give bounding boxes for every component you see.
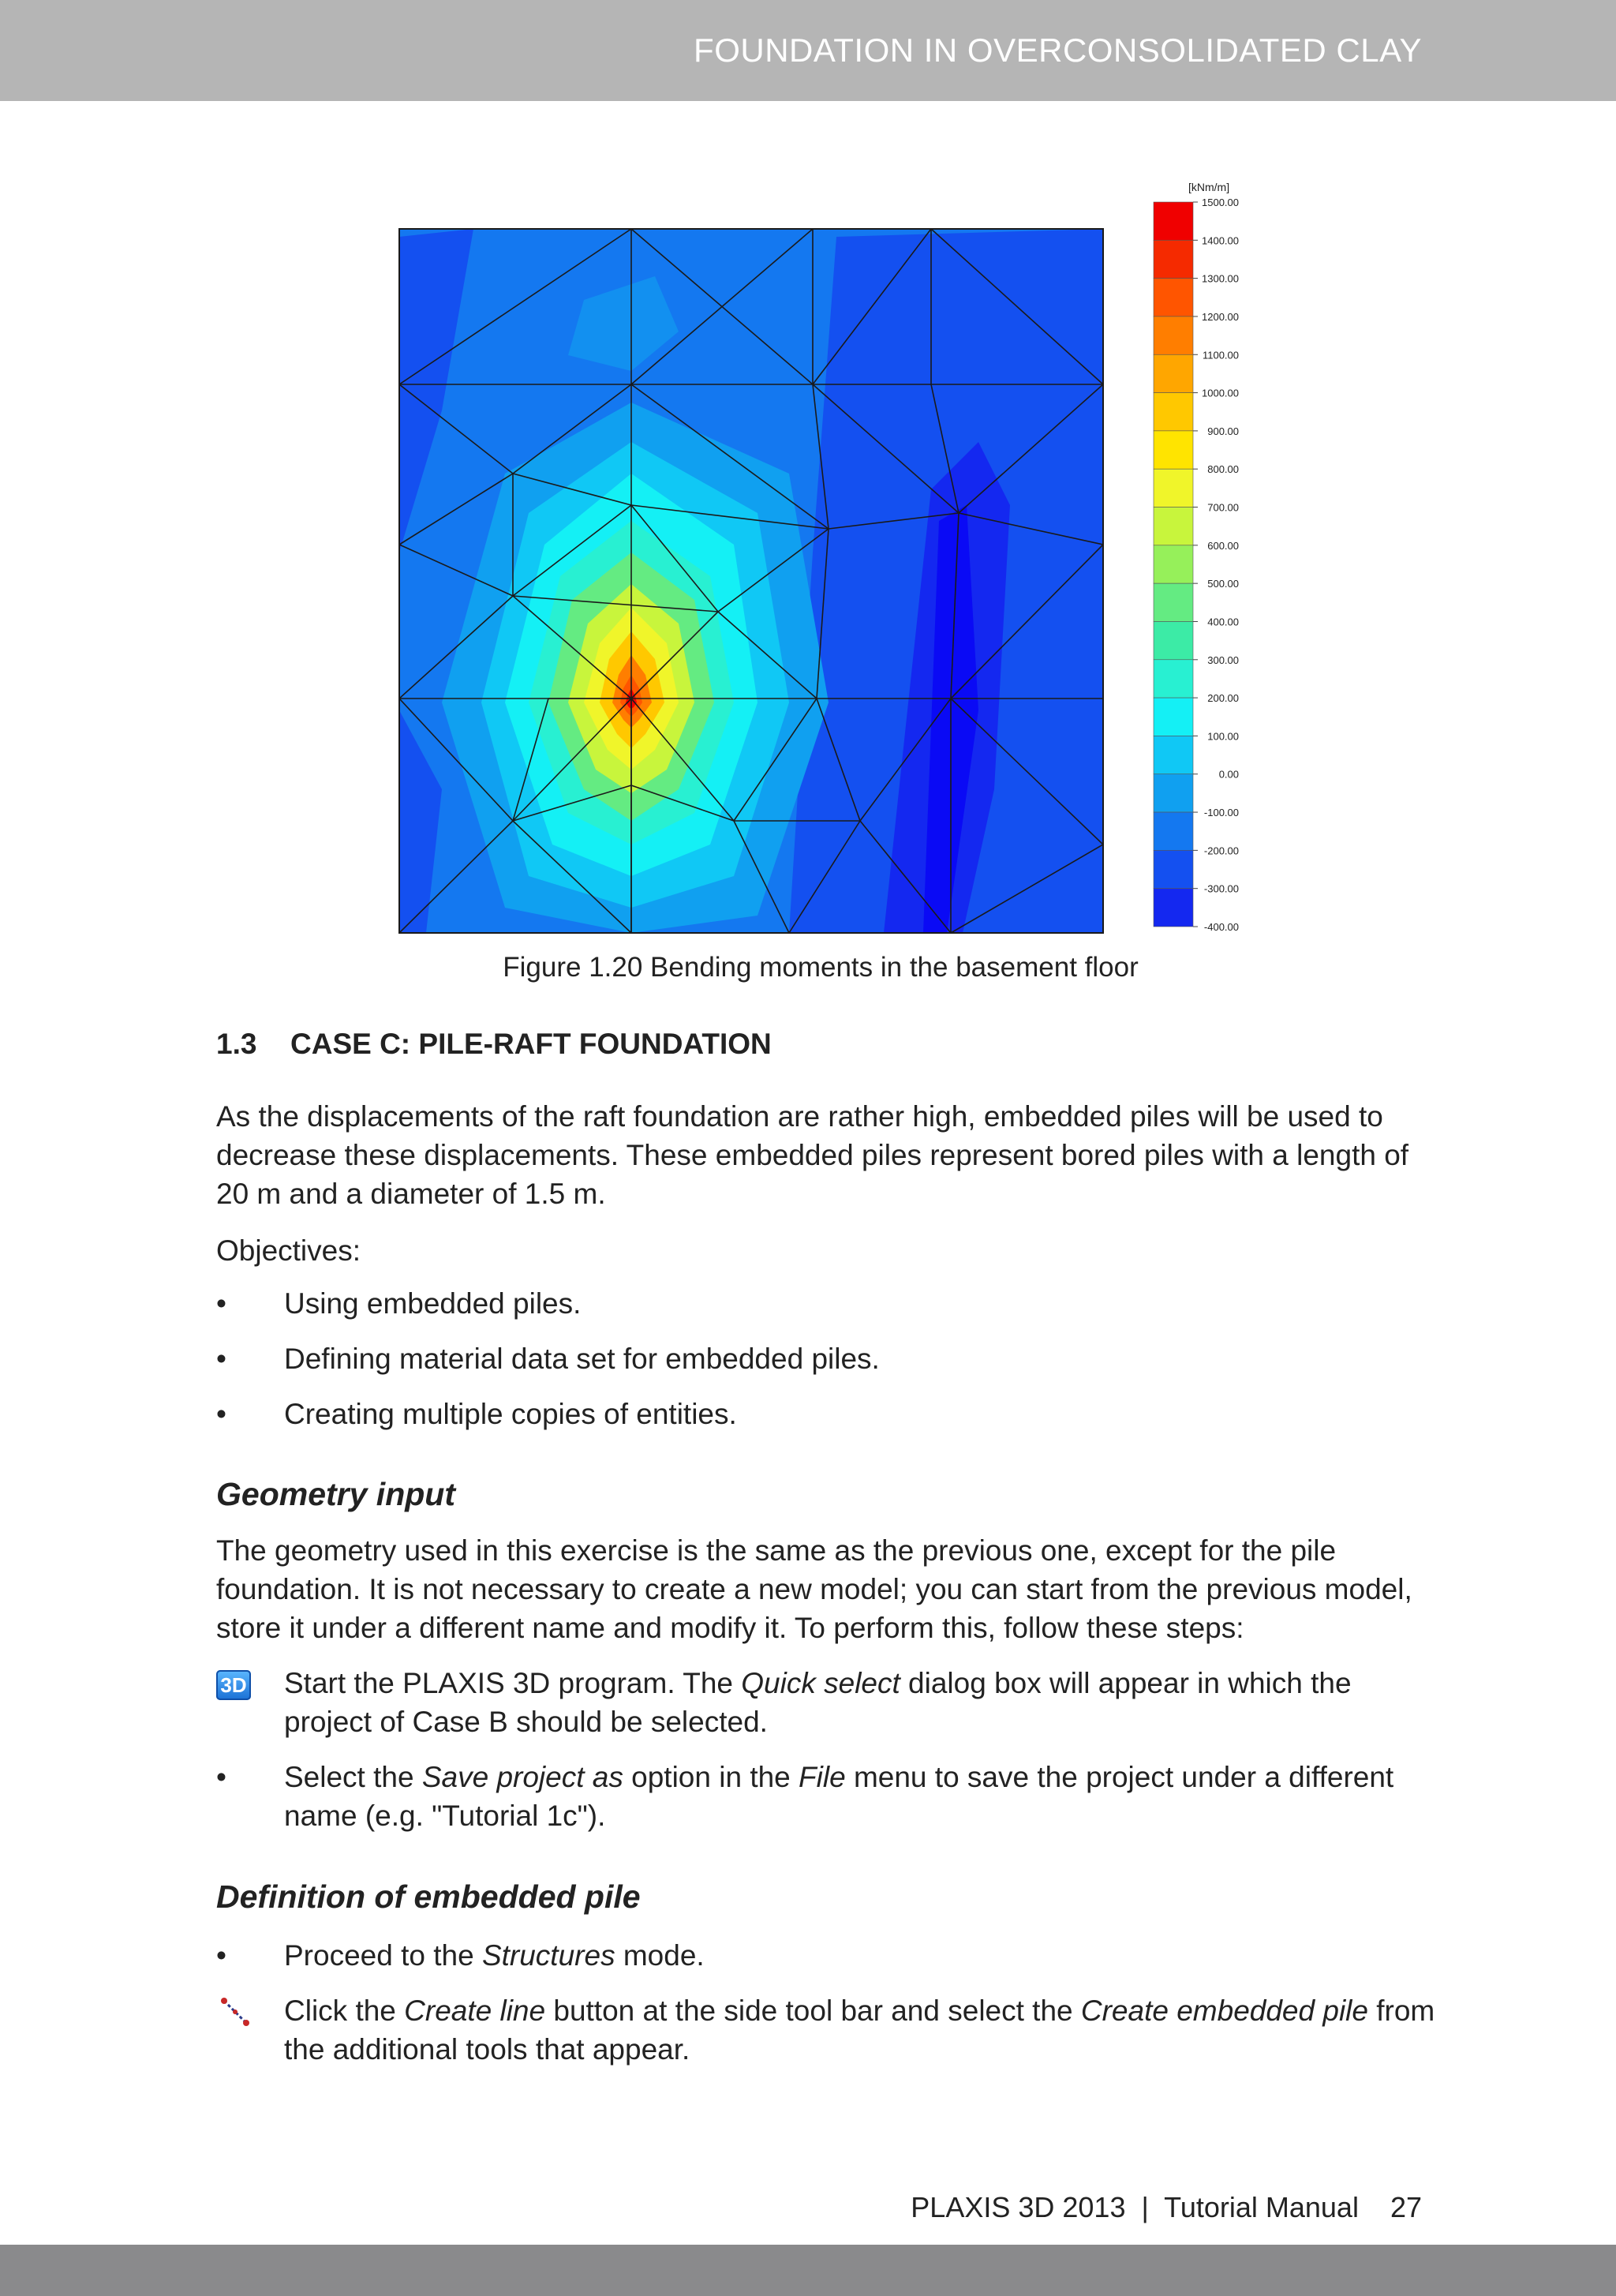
legend-tick-label: 300.00 xyxy=(1207,654,1239,666)
step-text: Select the Save project as option in the File menu to save the project under a different name (e.g. "Tutorial 1c"). xyxy=(284,1761,1394,1832)
legend-swatch xyxy=(1154,316,1193,354)
step-text: Start the PLAXIS 3D program. The Quick select dialog box will appear in which the project of Case B should be selected. xyxy=(284,1667,1352,1738)
legend-swatch xyxy=(1154,660,1193,698)
legend-swatch xyxy=(1154,850,1193,888)
footer-text xyxy=(911,2191,1422,2224)
legend-tick-label: 1000.00 xyxy=(1202,387,1239,399)
legend-swatch xyxy=(1154,774,1193,812)
legend-tick-label: 1500.00 xyxy=(1202,197,1239,208)
legend xyxy=(1154,197,1239,933)
step-text: Click the Create line button at the side tool bar and select the Create embedded pile from the additional tools that appear. xyxy=(284,1994,1435,2066)
embedded-pile-heading: Definition of embedded pile xyxy=(216,1878,641,1915)
legend-tick-label: 500.00 xyxy=(1207,578,1239,590)
legend-tick-label: 1400.00 xyxy=(1202,234,1239,247)
legend-tick-label: 1100.00 xyxy=(1202,349,1239,361)
objectives-label: Objectives: xyxy=(216,1234,361,1267)
footer-bar xyxy=(0,2245,1616,2296)
legend-tick-label: -200.00 xyxy=(1203,845,1239,857)
legend-swatch xyxy=(1154,202,1193,240)
legend-tick-label: 900.00 xyxy=(1207,425,1239,437)
running-header-title: FOUNDATION IN OVERCONSOLIDATED CLAY xyxy=(694,32,1422,69)
objective-text: Creating multiple copies of entities. xyxy=(284,1398,737,1430)
legend-swatch xyxy=(1154,812,1193,850)
section-number: 1.3 xyxy=(216,1028,257,1060)
bullet-marker: • xyxy=(216,1398,226,1430)
legend-swatch xyxy=(1154,431,1193,469)
legend-swatch xyxy=(1154,240,1193,278)
legend-tick-label: 1300.00 xyxy=(1202,272,1239,285)
bullet-marker: • xyxy=(216,1287,226,1320)
bending-moment-figure xyxy=(0,0,1616,979)
legend-tick-label: -400.00 xyxy=(1203,921,1239,933)
legend-tick-label: -300.00 xyxy=(1203,882,1239,895)
legend-tick-label: 1200.00 xyxy=(1202,310,1239,323)
objective-text: Using embedded piles. xyxy=(284,1287,582,1320)
objective-text: Defining material data set for embedded piles. xyxy=(284,1343,880,1375)
legend-swatch xyxy=(1154,736,1193,773)
create-line-icon xyxy=(219,1996,251,2028)
plaxis-3d-icon: 3D xyxy=(216,1670,251,1700)
legend-tick-label: 700.00 xyxy=(1207,501,1239,514)
legend-swatch xyxy=(1154,545,1193,583)
legend-tick-label: 200.00 xyxy=(1207,692,1239,705)
legend-swatch xyxy=(1154,279,1193,316)
geometry-paragraph: The geometry used in this exercise is the same as the previous one, except for the pile foundation. It is not necessary to create a new model; you can start from the previous model, store it under a different name and modify it. To perform this, follow these steps: xyxy=(216,1534,1412,1644)
legend-tick-label: 800.00 xyxy=(1207,463,1239,476)
legend-unit: [kNm/m] xyxy=(1188,181,1230,193)
section-title: CASE C: PILE-RAFT FOUNDATION xyxy=(290,1028,772,1060)
legend-tick-label: -100.00 xyxy=(1203,807,1239,819)
legend-swatch xyxy=(1154,698,1193,736)
legend-tick-label: 400.00 xyxy=(1207,616,1239,628)
legend-swatch xyxy=(1154,354,1193,392)
legend-swatch xyxy=(1154,621,1193,659)
page-number: 27 xyxy=(1390,2191,1422,2223)
bullet-marker: • xyxy=(216,1761,226,1793)
bullet-marker: • xyxy=(216,1939,226,1972)
legend-swatch xyxy=(1154,889,1193,927)
contour-plot xyxy=(399,229,1103,933)
intro-paragraph: As the displacements of the raft foundation are rather high, embedded piles will be used to decrease these displacements. These embedded piles represent bored piles with a length of 20 m and a diameter of 1.5 m. xyxy=(216,1100,1409,1210)
step-text: Proceed to the Structures mode. xyxy=(284,1939,705,1972)
legend-swatch xyxy=(1154,583,1193,621)
figure-caption: Figure 1.20 Bending moments in the basement floor xyxy=(503,952,1139,983)
legend-swatch xyxy=(1154,393,1193,431)
legend-tick-label: 600.00 xyxy=(1207,539,1239,552)
footer-manual: PLAXIS 3D 2013 | Tutorial Manual xyxy=(911,2191,1359,2223)
section-heading xyxy=(216,1028,772,1061)
legend-tick-label: 100.00 xyxy=(1207,730,1239,743)
legend-tick-label: 0.00 xyxy=(1218,768,1239,781)
legend-swatch xyxy=(1154,508,1193,545)
bullet-marker: • xyxy=(216,1343,226,1375)
geometry-input-heading: Geometry input xyxy=(216,1476,455,1512)
legend-swatch xyxy=(1154,469,1193,507)
